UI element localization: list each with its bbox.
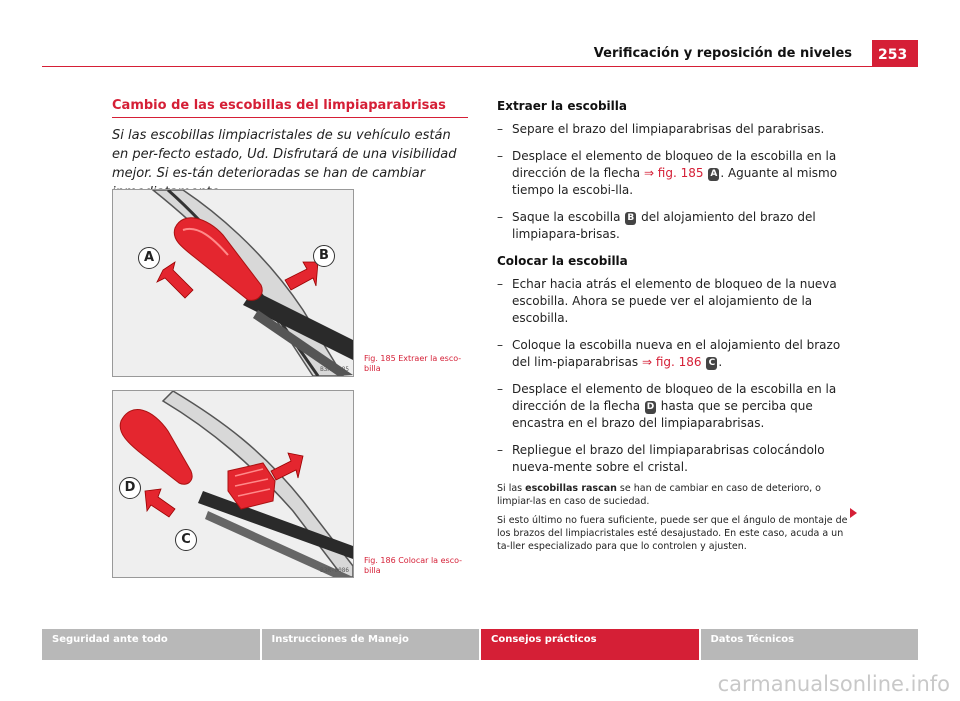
figure-186-code: B3R-0086 xyxy=(320,567,349,574)
bullet-dash: – xyxy=(497,443,503,457)
footer-tab-consejos[interactable]: Consejos prácticos xyxy=(481,629,701,660)
instructions-column xyxy=(497,98,857,559)
install-heading: Colocar la escobilla xyxy=(497,254,628,268)
watermark: carmanualsonline.info xyxy=(717,672,950,696)
step-text: Desplace el elemento de bloqueo de la escobilla en la dirección de la flecha xyxy=(512,149,837,180)
figure-label-c: C xyxy=(175,529,197,551)
bullet-dash: – xyxy=(497,210,503,224)
step-text: Desplace el elemento de bloqueo de la escobilla en la dirección de la flecha xyxy=(512,382,837,413)
section-intro: Si las escobillas limpiacristales de su vehículo están en per-fecto estado, Ud. Disfrutará de una visibilidad mejor. Si es-tán deterioradas se han de cambiar xyxy=(112,128,457,181)
step-text: . xyxy=(718,355,723,369)
step-text: Repliegue el brazo del limpiaparabrisas colocándolo nueva-mente sobre el cristal. xyxy=(512,443,825,474)
figure-185-code: B3R-0085 xyxy=(320,366,349,373)
footer-tab-seguridad[interactable]: Seguridad ante todo xyxy=(42,629,262,660)
remove-step-2 xyxy=(497,148,857,199)
note-text: Si las xyxy=(497,483,526,494)
step-text: del alojamiento del brazo del limpiapara-brisas. xyxy=(512,210,816,241)
bullet-dash: – xyxy=(497,277,503,291)
install-step-3 xyxy=(497,381,857,432)
remove-heading: Extraer la escobilla xyxy=(497,99,627,113)
step-text: . Aguante al mismo tiempo la escobi-lla. xyxy=(512,166,838,197)
badge-c: C xyxy=(706,357,717,370)
step-text: Coloque la escobilla nueva en el alojamiento del brazo del lim-piaparabrisas xyxy=(512,338,841,369)
remove-step-3 xyxy=(497,209,857,243)
install-step-4 xyxy=(497,442,857,476)
footer-tab-datos[interactable]: Datos Técnicos xyxy=(701,629,919,660)
step-text: Echar hacia atrás el elemento de bloqueo de la nueva escobilla. Ahora se puede ver el alojamiento de la escobilla. xyxy=(512,277,837,325)
bullet-dash: – xyxy=(497,338,503,352)
step-text: hasta que se perciba que encastra en el brazo del limpiaparabrisas. xyxy=(512,399,813,430)
footer-nav xyxy=(42,629,918,660)
figure-185-caption: Fig. 185 Extraer la esco-billa xyxy=(364,354,462,373)
footer-tab-instrucciones[interactable]: Instrucciones de Manejo xyxy=(262,629,482,660)
install-step-1 xyxy=(497,276,857,327)
remove-step-1 xyxy=(497,121,857,138)
note-scraping xyxy=(497,482,857,508)
step-text: Separe el brazo del limpiaparabrisas del parabrisas. xyxy=(512,122,825,136)
fig-186-link[interactable]: ⇒ fig. 186 xyxy=(641,355,702,369)
figure-185-illustration xyxy=(112,189,354,377)
install-step-2 xyxy=(497,337,857,371)
bullet-dash: – xyxy=(497,122,503,136)
figure-186-caption: Fig. 186 Colocar la esco-billa xyxy=(364,556,463,575)
note-angle: Si esto último no fuera suficiente, puede ser que el ángulo de montaje de los brazos del limpiacristales esté desajustado. En este caso, acuda a un ta-ller especializado para que lo controlen y ajusten. xyxy=(497,515,848,552)
step-text: Saque la escobilla xyxy=(512,210,625,224)
figure-186-illustration xyxy=(112,390,354,578)
fig-185-link[interactable]: ⇒ fig. 185 xyxy=(643,166,704,180)
figure-label-d: D xyxy=(119,477,141,499)
figure-label-b: B xyxy=(313,245,335,267)
page-number: 253 xyxy=(872,40,918,67)
page-header-title: Verificación y reposición de niveles xyxy=(593,46,852,61)
figure-label-a: A xyxy=(138,247,160,269)
badge-a: A xyxy=(708,168,719,181)
continue-arrow-icon xyxy=(850,508,857,518)
badge-d: D xyxy=(646,402,655,412)
note-text: se han de cambiar en caso de deterioro, o limpiar-las en caso de suciedad. xyxy=(497,483,821,507)
section-title: Cambio de las escobillas del limpiaparabrisas xyxy=(112,98,468,118)
badge-b: B xyxy=(625,212,636,225)
bullet-dash: – xyxy=(497,382,503,396)
header-divider xyxy=(42,66,918,67)
bullet-dash: – xyxy=(497,149,503,163)
note-bold-text: escobillas rascan xyxy=(525,483,617,494)
